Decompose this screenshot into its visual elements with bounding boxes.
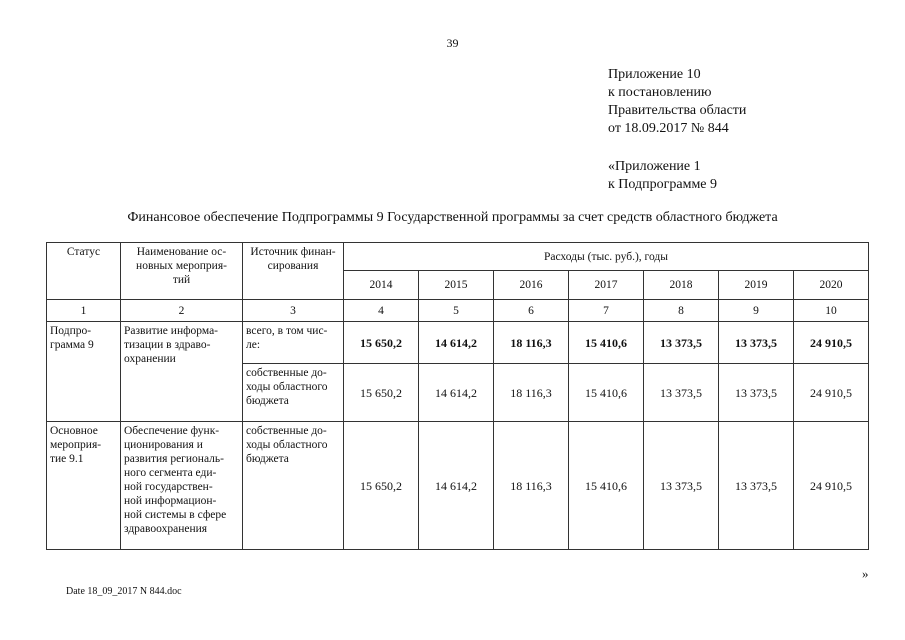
table-cell: 15 410,6 [569,322,644,364]
closing-quote-mark: » [862,566,869,581]
col-number: 8 [644,300,719,322]
table-cell: 18 116,3 [494,364,569,422]
table-cell: 24 910,5 [794,422,869,550]
table-cell: 13 373,5 [719,322,794,364]
row-status: Основное мероприя- тие 9.1 [47,422,121,550]
row-name: Развитие информа- тизации в здраво- охранении [121,322,243,422]
table-cell: 13 373,5 [644,322,719,364]
col-number: 3 [243,300,344,322]
financing-table [46,242,869,550]
col-number: 6 [494,300,569,322]
row-source: собственные до- ходы областного бюджета [243,422,344,550]
appendix-line-4: от 18.09.2017 № 844 [608,121,729,136]
header-year-2014: 2014 [344,271,419,300]
row-source: всего, в том чис- ле: [243,322,344,364]
table-cell: 15 650,2 [344,422,419,550]
col-number: 10 [794,300,869,322]
col-number: 9 [719,300,794,322]
header-year-2020: 2020 [794,271,869,300]
table-cell: 13 373,5 [644,422,719,550]
table-cell: 15 410,6 [569,364,644,422]
appendix-ref-line-1: «Приложение 1 [608,159,701,174]
table-cell: 15 650,2 [344,322,419,364]
appendix-line-2: к постановлению [608,85,712,100]
appendix-line-3: Правительства области [608,103,747,118]
header-status: Статус [47,243,121,300]
appendix-ref-line-2: к Подпрограмме 9 [608,177,718,192]
appendix-line-1: Приложение 10 [608,67,701,82]
col-number: 4 [344,300,419,322]
table-cell: 13 373,5 [719,422,794,550]
table-cell: 24 910,5 [794,364,869,422]
table-cell: 14 614,2 [419,322,494,364]
table-cell: 13 373,5 [644,364,719,422]
header-year-2018: 2018 [644,271,719,300]
header-year-2017: 2017 [569,271,644,300]
page-number: 39 [446,36,459,50]
table-cell: 15 650,2 [344,364,419,422]
appendix-reference [608,158,717,194]
row-status: Подпро- грамма 9 [47,322,121,422]
col-number: 5 [419,300,494,322]
col-number: 1 [47,300,121,322]
appendix-block [608,66,746,138]
header-source: Источник финан- сирования [243,243,344,300]
col-number: 7 [569,300,644,322]
row-source: собственные до- ходы областного бюджета [243,364,344,422]
header-year-2019: 2019 [719,271,794,300]
header-expenses: Расходы (тыс. руб.), годы [344,243,869,271]
table-cell: 24 910,5 [794,322,869,364]
table-cell: 14 614,2 [419,364,494,422]
header-year-2015: 2015 [419,271,494,300]
table-cell: 15 410,6 [569,422,644,550]
table-cell: 14 614,2 [419,422,494,550]
table-cell: 18 116,3 [494,322,569,364]
header-year-2016: 2016 [494,271,569,300]
table-cell: 18 116,3 [494,422,569,550]
footer-filename: Date 18_09_2017 N 844.doc [66,586,182,597]
row-name: Обеспечение функ- ционирования и развития региональ- ного сегмента еди- ной государствен- ной информацион- ной системы в сфере здравоохранения [121,422,243,550]
document-title: Финансовое обеспечение Подпрограммы 9 Государственной программы за счет средств областного бюджета [127,210,778,225]
col-number: 2 [121,300,243,322]
table-cell: 13 373,5 [719,364,794,422]
header-name: Наименование ос- новных мероприя- тий [121,243,243,300]
